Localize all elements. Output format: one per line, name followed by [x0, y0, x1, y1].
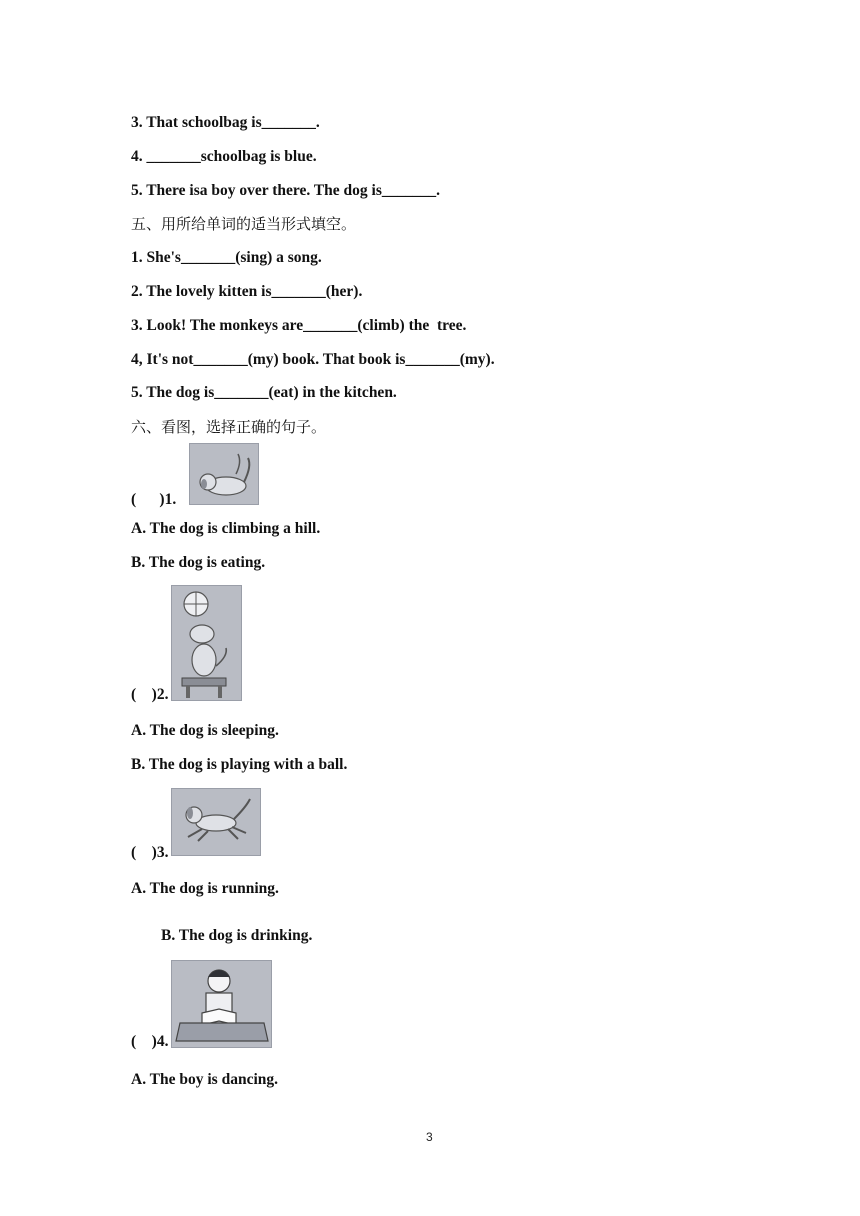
item-2-option-a: A. The dog is sleeping.	[131, 722, 279, 739]
question-5-5: 5. The dog is_______(eat) in the kitchen.	[131, 384, 397, 401]
boy-reading-picture	[171, 960, 272, 1048]
item-1-number: ( )1.	[131, 491, 177, 508]
question-4-5: 5. There isa boy over there. The dog is_______.	[131, 182, 441, 199]
item-4-number: ( )4.	[131, 1033, 169, 1050]
question-4-4: 4. _______schoolbag is blue.	[131, 148, 317, 165]
section-5-heading: 五、用所给单词的适当形式填空。	[131, 215, 357, 233]
dog-lying-icon	[190, 444, 258, 504]
dog-lying-picture	[189, 443, 259, 505]
item-2-number: ( )2.	[131, 686, 169, 703]
question-4-3: 3. That schoolbag is_______.	[131, 114, 320, 131]
dog-running-icon	[172, 789, 260, 855]
item-2-option-b: B. The dog is playing with a ball.	[131, 756, 348, 773]
page-number: 3	[426, 1130, 433, 1144]
boy-reading-icon	[172, 961, 271, 1047]
item-4-option-a: A. The boy is dancing.	[131, 1071, 279, 1088]
question-5-4: 4, It's not_______(my) book. That book is_______(my).	[131, 351, 495, 368]
item-1-option-a: A. The dog is climbing a hill.	[131, 520, 321, 537]
question-5-2: 2. The lovely kitten is_______(her).	[131, 283, 363, 300]
item-3-option-b: B. The dog is drinking.	[161, 927, 313, 944]
item-3-number: ( )3.	[131, 844, 169, 861]
dog-running-picture	[171, 788, 261, 856]
question-5-1: 1. She's_______(sing) a song.	[131, 249, 322, 266]
item-1-option-b: B. The dog is eating.	[131, 554, 266, 571]
question-5-3: 3. Look! The monkeys are_______(climb) the tree.	[131, 317, 467, 334]
section-6-heading: 六、看图，选择正确的句子。	[131, 418, 327, 436]
dog-with-ball-icon	[172, 586, 241, 700]
dog-balancing-ball-picture	[171, 585, 242, 701]
item-3-option-a: A. The dog is running.	[131, 880, 279, 897]
